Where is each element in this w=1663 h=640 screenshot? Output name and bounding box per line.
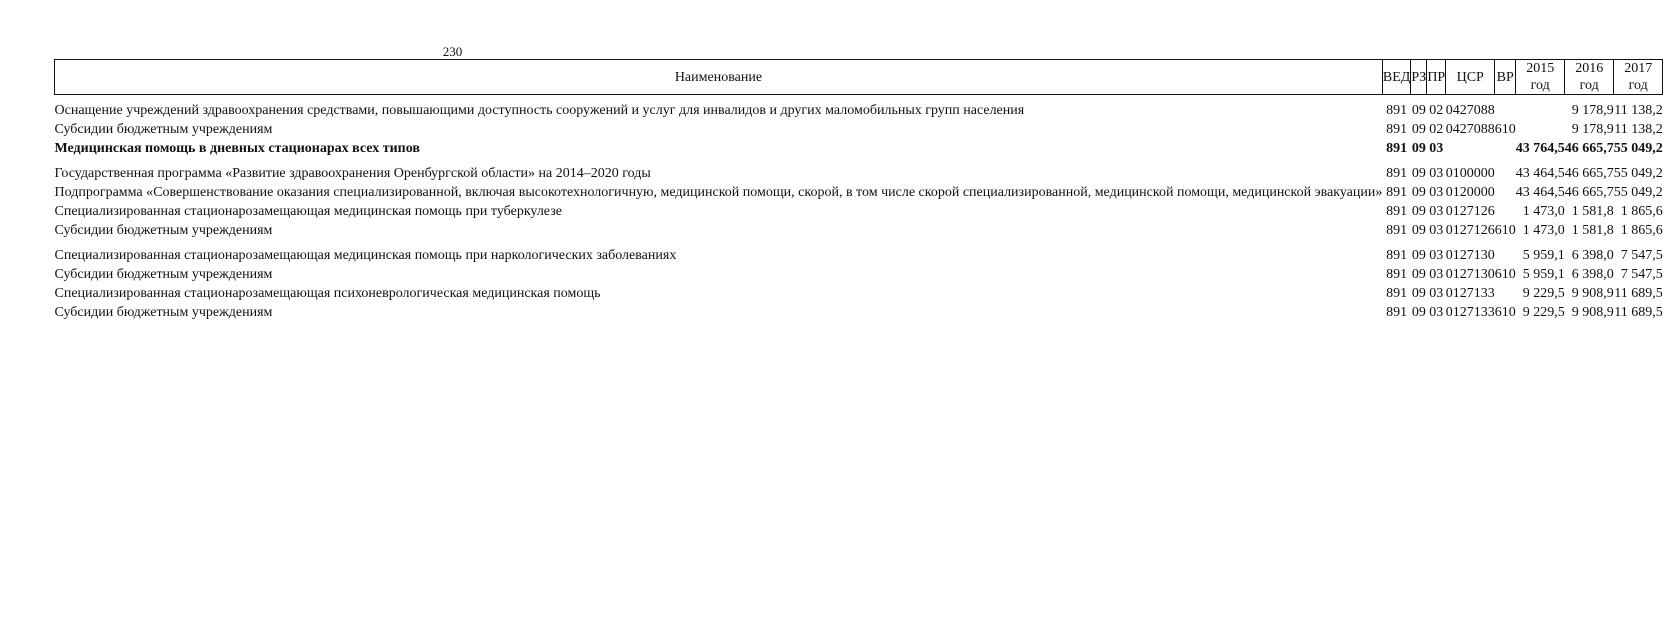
page-number: 230 — [442, 44, 463, 59]
row-name: Государственная программа «Развитие здравоохранения Оренбургской области» на 2014–2020 годы — [54, 166, 651, 181]
row-2017: 55 049,2 — [1613, 185, 1663, 200]
header-2017: 2017 год — [1614, 60, 1663, 95]
row-name: Субсидии бюджетным учреждениям — [54, 305, 273, 320]
table-row — [55, 240, 1663, 265]
row-2015: 1 473,0 — [1522, 223, 1565, 238]
row-vr — [1495, 95, 1516, 121]
row-2017: 11 689,5 — [1614, 286, 1663, 301]
row-pr: 03 — [1429, 286, 1444, 301]
row-vr: 610 — [1494, 122, 1516, 137]
table-row — [55, 139, 1663, 158]
table-row — [55, 158, 1663, 183]
row-pr: 03 — [1429, 204, 1444, 219]
table-row — [55, 202, 1663, 221]
row-rz: 09 — [1411, 204, 1426, 219]
row-vr — [1495, 139, 1516, 158]
row-csr: 0127126 — [1445, 223, 1495, 238]
row-2015 — [1516, 120, 1565, 139]
row-2016: 9 178,9 — [1571, 122, 1614, 137]
row-csr: 0127130 — [1445, 267, 1495, 282]
row-pr: 03 — [1429, 248, 1444, 263]
row-ved: 891 — [1386, 223, 1408, 238]
row-2017: 7 547,5 — [1620, 267, 1663, 282]
row-vr: 610 — [1494, 267, 1516, 282]
row-csr — [1446, 139, 1495, 158]
row-2016: 1 581,8 — [1571, 204, 1614, 219]
table-row — [55, 95, 1663, 121]
row-csr: 0127133 — [1445, 305, 1495, 320]
row-pr: 03 — [1429, 305, 1444, 320]
row-ved: 891 — [1386, 166, 1408, 181]
header-name: Наименование — [55, 60, 1383, 95]
row-rz: 09 — [1411, 248, 1426, 263]
header-2016: 2016 год — [1565, 60, 1614, 95]
row-vr — [1495, 158, 1516, 183]
header-vr: ВР — [1495, 60, 1516, 95]
row-vr — [1495, 202, 1516, 221]
row-pr: 03 — [1429, 166, 1444, 181]
row-2017: 11 689,5 — [1614, 305, 1663, 320]
row-2015: 9 229,5 — [1522, 286, 1565, 301]
row-csr: 0427088 — [1445, 122, 1495, 137]
row-vr — [1495, 284, 1516, 303]
row-pr: 02 — [1429, 122, 1444, 137]
row-2017: 11 138,2 — [1614, 103, 1663, 118]
header-rz: РЗ — [1411, 60, 1427, 95]
header-csr: ЦСР — [1446, 60, 1495, 95]
row-2016: 46 665,7 — [1564, 166, 1614, 181]
header-row — [55, 60, 1663, 95]
row-rz: 09 — [1411, 141, 1426, 156]
row-2016: 9 908,9 — [1571, 286, 1614, 301]
row-2016: 46 665,7 — [1564, 141, 1614, 156]
row-rz: 09 — [1411, 305, 1426, 320]
row-2015: 9 229,5 — [1522, 305, 1565, 320]
row-2016: 1 581,8 — [1571, 223, 1614, 238]
row-ved: 891 — [1386, 286, 1408, 301]
table-row — [55, 265, 1663, 284]
row-name: Субсидии бюджетным учреждениям — [54, 122, 273, 137]
row-pr: 03 — [1429, 141, 1444, 156]
row-ved: 891 — [1386, 248, 1408, 263]
row-name: Специализированная стационарозамещающая психоневрологическая медицинская помощь — [54, 286, 601, 301]
row-2015: 43 464,5 — [1515, 185, 1565, 200]
table-row — [55, 221, 1663, 240]
row-name: Медицинская помощь в дневных стационарах всех типов — [54, 141, 420, 156]
row-2017: 1 865,6 — [1620, 223, 1663, 238]
row-2015: 1 473,0 — [1522, 204, 1565, 219]
table-row — [55, 303, 1663, 322]
row-name: Оснащение учреждений здравоохранения средствами, повышающими доступность сооружений и услуг для инвалидов и других маломобильных групп населения — [54, 103, 1025, 118]
row-2015: 5 959,1 — [1522, 248, 1565, 263]
row-2017: 1 865,6 — [1620, 204, 1663, 219]
row-rz: 09 — [1411, 122, 1426, 137]
row-name: Специализированная стационарозамещающая медицинская помощь при наркологических заболеваниях — [54, 248, 677, 263]
row-csr: 0120000 — [1445, 185, 1495, 200]
row-2015: 43 464,5 — [1515, 166, 1565, 181]
row-vr: 610 — [1494, 305, 1516, 320]
row-rz: 09 — [1411, 185, 1426, 200]
row-name: Подпрограмма «Совершенствование оказания специализированной, включая высокотехнологичную, медицинской помощи, скорой, в том числе скорой специализированной, медицинской помощи, медицинской эвакуации» — [54, 185, 1383, 200]
row-ved: 891 — [1386, 103, 1408, 118]
row-2017: 11 138,2 — [1614, 122, 1663, 137]
row-ved: 891 — [1386, 141, 1408, 156]
table-row — [55, 120, 1663, 139]
row-name: Специализированная стационарозамещающая медицинская помощь при туберкулезе — [54, 204, 562, 219]
row-pr: 03 — [1429, 185, 1444, 200]
row-ved: 891 — [1386, 267, 1408, 282]
row-2017: 55 049,2 — [1613, 141, 1663, 156]
row-2015: 5 959,1 — [1522, 267, 1565, 282]
row-ved: 891 — [1386, 185, 1408, 200]
row-2015: 43 764,5 — [1515, 141, 1565, 156]
row-csr: 0127133 — [1445, 286, 1495, 301]
row-pr: 03 — [1429, 267, 1444, 282]
row-2016: 6 398,0 — [1571, 267, 1614, 282]
header-pr: ПР — [1427, 60, 1446, 95]
row-rz: 09 — [1411, 166, 1426, 181]
row-csr: 0427088 — [1445, 103, 1495, 118]
row-rz: 09 — [1411, 103, 1426, 118]
row-ved: 891 — [1386, 122, 1408, 137]
row-vr: 610 — [1494, 223, 1516, 238]
row-2017: 55 049,2 — [1613, 166, 1663, 181]
row-2017: 7 547,5 — [1620, 248, 1663, 263]
row-rz: 09 — [1411, 223, 1426, 238]
row-2016: 9 178,9 — [1571, 103, 1614, 118]
header-2015: 2015 год — [1516, 60, 1565, 95]
row-vr — [1495, 240, 1516, 265]
row-rz: 09 — [1411, 267, 1426, 282]
row-name: Субсидии бюджетным учреждениям — [54, 223, 273, 238]
header-ved: ВЕД — [1382, 60, 1410, 95]
budget-table — [54, 59, 1663, 322]
row-pr: 02 — [1429, 103, 1444, 118]
row-rz: 09 — [1411, 286, 1426, 301]
table-row — [55, 284, 1663, 303]
row-csr: 0100000 — [1445, 166, 1495, 181]
row-2016: 46 665,7 — [1564, 185, 1614, 200]
row-2016: 6 398,0 — [1571, 248, 1614, 263]
row-name: Субсидии бюджетным учреждениям — [54, 267, 273, 282]
row-vr — [1495, 183, 1516, 202]
row-2015 — [1516, 95, 1565, 121]
row-2016: 9 908,9 — [1571, 305, 1614, 320]
row-ved: 891 — [1386, 305, 1408, 320]
row-ved: 891 — [1386, 204, 1408, 219]
table-row — [55, 183, 1663, 202]
row-csr: 0127126 — [1445, 204, 1495, 219]
row-pr: 03 — [1429, 223, 1444, 238]
row-csr: 0127130 — [1445, 248, 1495, 263]
